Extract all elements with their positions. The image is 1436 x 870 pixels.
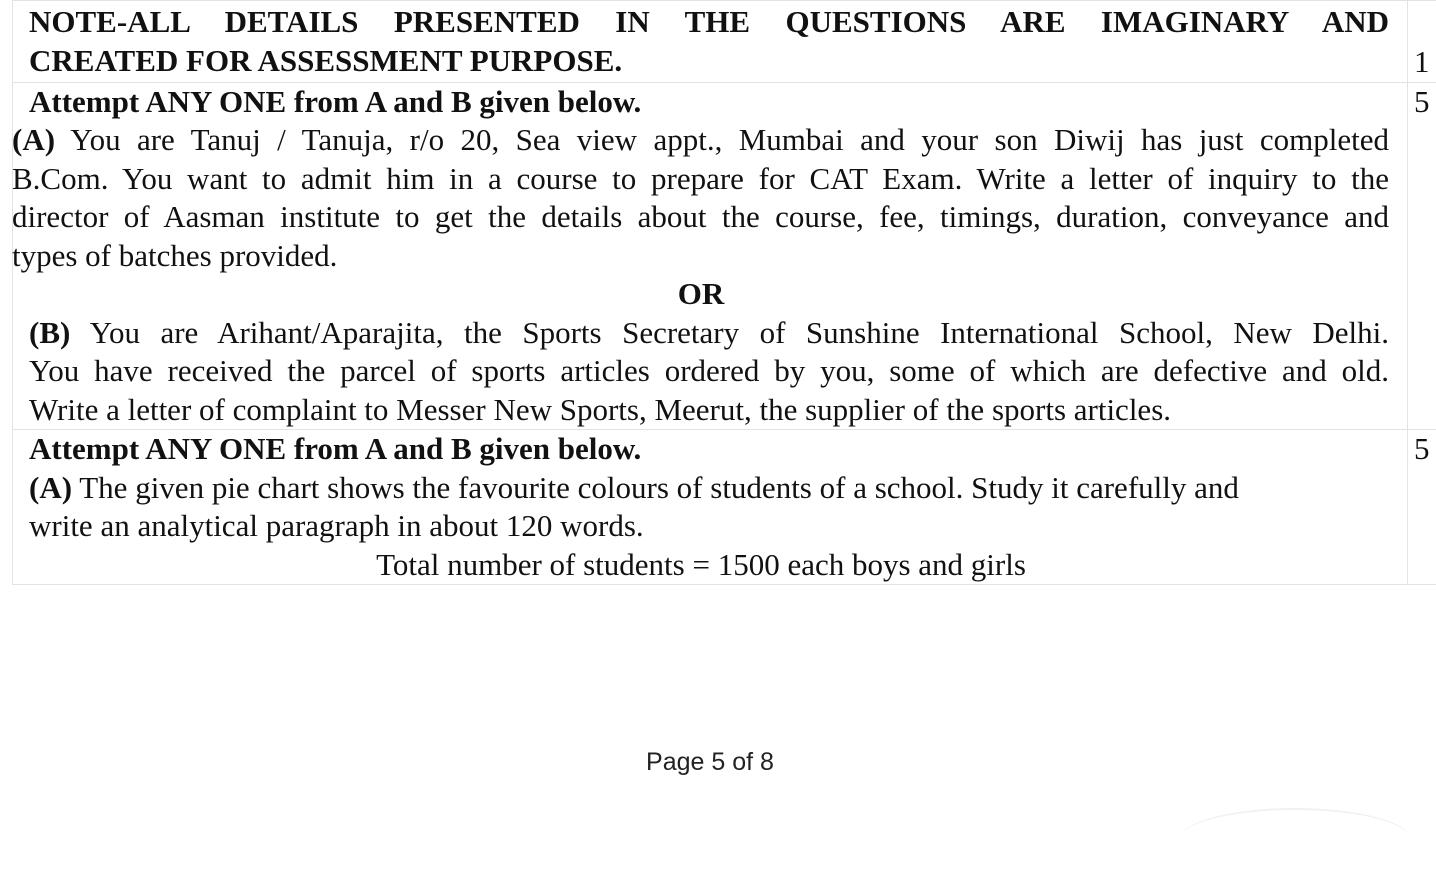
letter-option-a-line-1	[12, 121, 1389, 160]
letter-option-a-line-2: B.Com. You want to admit him in a course to prepare for CAT Exam. Write a letter of inquiry to the	[12, 160, 1389, 199]
letter-question-cell	[13, 82, 1408, 430]
letter-question-row	[13, 82, 1436, 430]
letter-option-b	[13, 314, 1407, 430]
assessment-note	[13, 1, 1407, 80]
or-separator: OR	[13, 275, 1407, 314]
letter-option-b-line-1	[29, 314, 1389, 353]
paragraph-option-a	[13, 469, 1407, 546]
letter-option-b-text-1: You are Arihant/Aparajita, the Sports Secretary of Sunshine International School, New Delhi.	[90, 315, 1389, 350]
note-marks-cell	[1408, 1, 1436, 83]
letter-option-a-text-1: You are Tanuj / Tanuja, r/o 20, Sea view appt., Mumbai and your son Diwij has just completed	[70, 122, 1389, 157]
page-number: Page 5 of 8	[0, 748, 1420, 777]
letter-option-a	[12, 121, 1407, 275]
letter-option-a-line-3: director of Aasman institute to get the details about the course, fee, timings, duration, conveyance and	[12, 198, 1389, 237]
paragraph-marks-cell	[1408, 430, 1436, 585]
letter-option-a-label: (A)	[12, 122, 55, 157]
paragraph-question-cell	[13, 430, 1408, 585]
note-line-2: CREATED FOR ASSESSMENT PURPOSE.	[29, 42, 1389, 81]
note-row	[13, 1, 1436, 83]
letter-marks: 5	[1414, 83, 1436, 122]
questions-table	[12, 0, 1436, 585]
letter-marks-cell	[1408, 82, 1436, 430]
note-marks: 1	[1414, 1, 1436, 82]
letter-option-a-line-4: types of batches provided.	[12, 237, 1389, 276]
letter-question-heading: Attempt ANY ONE from A and B given below.	[13, 83, 1407, 122]
paragraph-option-a-label: (A)	[29, 470, 72, 505]
paragraph-question-row	[13, 430, 1436, 585]
note-line-1: NOTE-ALL DETAILS PRESENTED IN THE QUESTIONS ARE IMAGINARY AND	[29, 3, 1389, 42]
letter-option-b-line-2: You have received the parcel of sports articles ordered by you, some of which are defective and old.	[29, 352, 1389, 391]
note-cell	[13, 1, 1408, 83]
paragraph-option-a-text-1: The given pie chart shows the favourite colours of students of a school. Study it carefully and	[79, 470, 1239, 505]
letter-option-b-line-3: Write a letter of complaint to Messer New Sports, Meerut, the supplier of the sports articles.	[29, 391, 1389, 430]
paragraph-option-a-line-1	[29, 469, 1317, 508]
total-students-line: Total number of students = 1500 each boys and girls	[13, 546, 1407, 585]
paragraph-question-heading: Attempt ANY ONE from A and B given below.	[13, 430, 1407, 469]
paragraph-marks: 5	[1414, 430, 1436, 469]
decorative-corner-arc	[1180, 808, 1410, 870]
letter-option-b-label: (B)	[29, 315, 70, 350]
paragraph-option-a-line-2: write an analytical paragraph in about 120 words.	[29, 507, 1317, 546]
